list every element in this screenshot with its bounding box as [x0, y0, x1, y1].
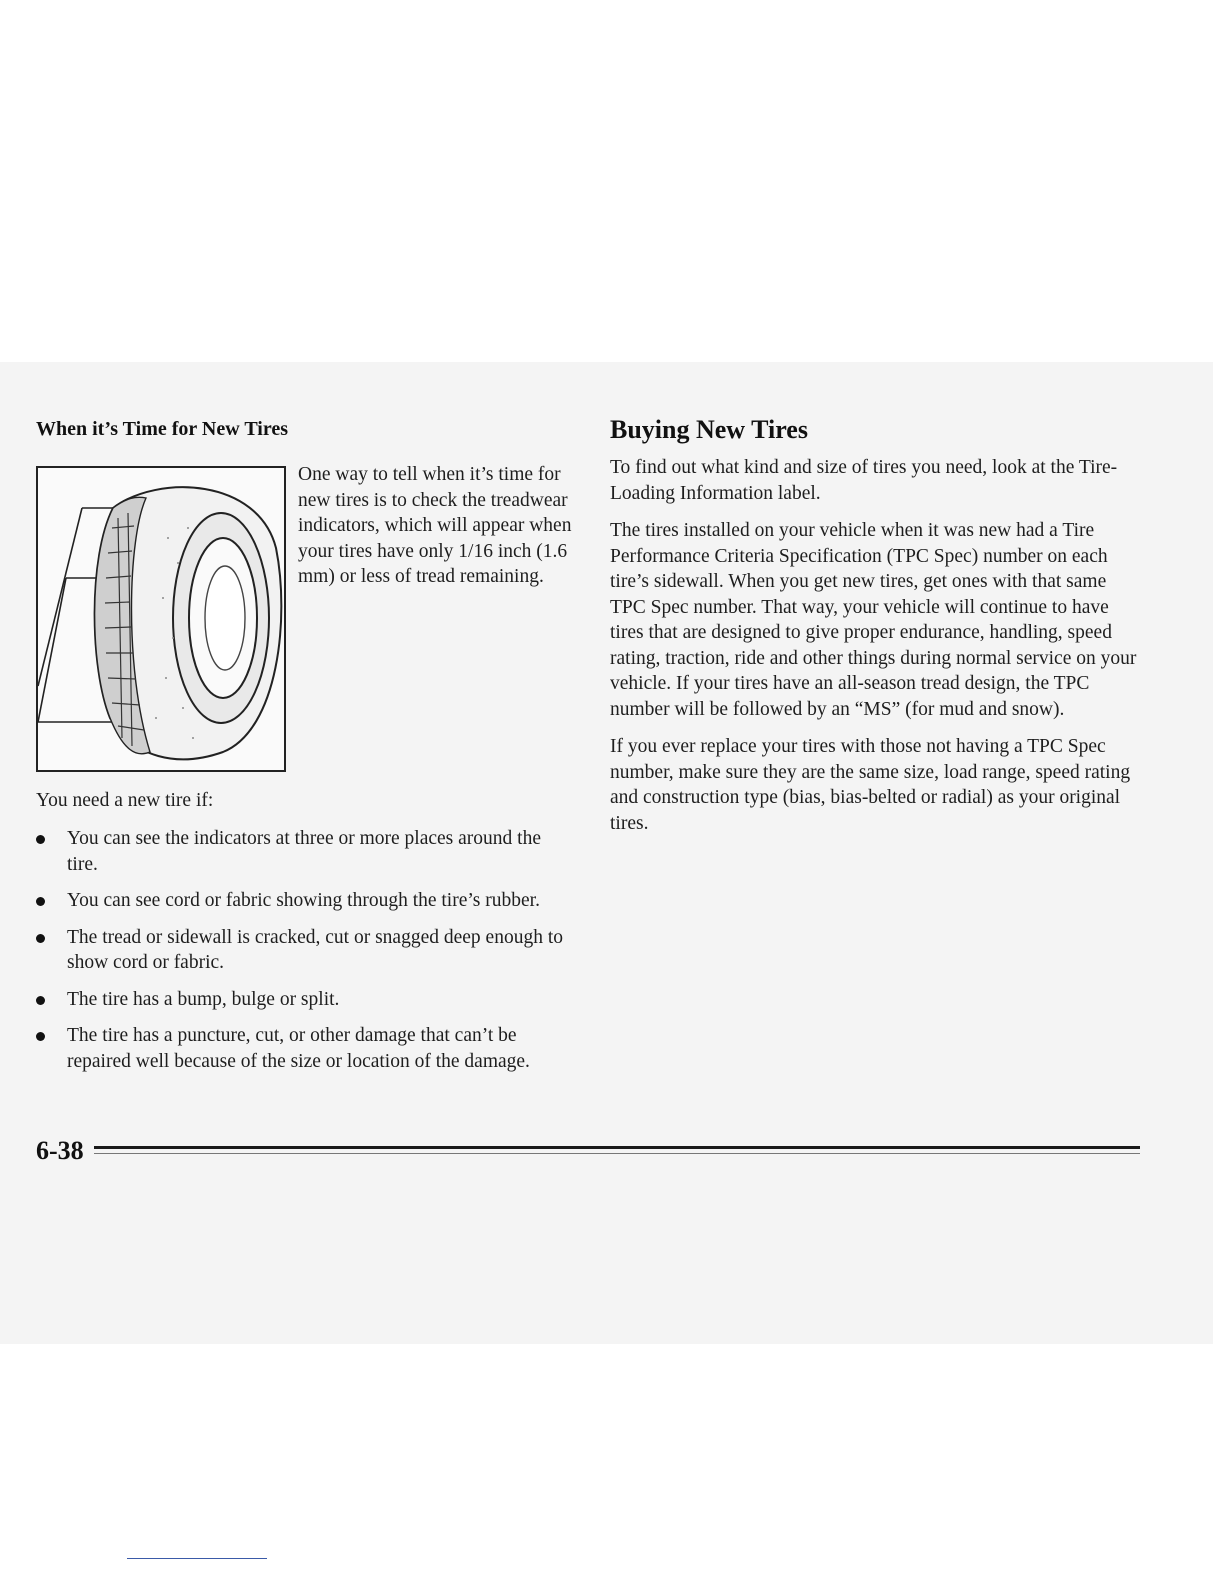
list-item-text: The tire has a bump, bulge or split.	[67, 988, 340, 1010]
list-item	[36, 888, 571, 914]
list-item-text: You can see the indicators at three or more places around the tire.	[67, 828, 541, 875]
list-item-text: The tire has a puncture, cut, or other damage that can’t be repaired well because of the size or location of the damage.	[67, 1025, 530, 1072]
tire-illustration	[36, 466, 286, 772]
bullet-icon	[36, 835, 45, 844]
footer-rule	[94, 1146, 1140, 1149]
divider	[127, 1558, 267, 1559]
bullet-icon	[36, 996, 45, 1005]
section-heading-buying-tires: Buying New Tires	[610, 415, 808, 444]
treadwear-indicator-text: One way to tell when it’s time for new tires is to check the treadwear indicators, which will appear when your tires have only 1/16 inch (1.6 mm) or less of tread remaining.	[298, 464, 572, 587]
paragraph: If you ever replace your tires with those not having a TPC Spec number, make sure they are the same size, load range, speed rating and construction type (bias, bias-belted or radial) as your original tires.	[610, 736, 1131, 834]
paragraph: To find out what kind and size of tires you need, look at the Tire-Loading Information label.	[610, 457, 1118, 504]
page-number: 6-38	[36, 1136, 84, 1165]
tire-drawing-icon	[38, 468, 284, 770]
bullet-icon	[36, 897, 45, 906]
list-item	[36, 826, 571, 877]
new-tire-lead: You need a new tire if:	[36, 790, 214, 811]
list-item	[36, 987, 571, 1013]
list-item-text: The tread or sidewall is cracked, cut or snagged deep enough to show cord or fabric.	[67, 926, 563, 973]
list-item	[36, 1023, 571, 1074]
section-heading-new-tires: When it’s Time for New Tires	[36, 418, 289, 440]
left-column	[36, 418, 572, 1072]
new-tire-conditions-list	[36, 826, 571, 1085]
bullet-icon	[36, 1032, 45, 1041]
right-column	[610, 415, 1145, 848]
list-item-text: You can see cord or fabric showing through the tire’s rubber.	[67, 890, 540, 911]
list-item	[36, 925, 571, 976]
footer-rule-thin	[94, 1153, 1140, 1154]
bullet-icon	[36, 934, 45, 943]
paragraph: The tires installed on your vehicle when it was new had a Tire Performance Criteria Specification (TPC Spec) number on each tire’s sidewall. When you get new tires, get ones with that same TPC Spec number. That way, your vehicle will continue to have tires that are designed to give proper endurance, handling, speed rating, traction, ride and other things during normal service on your vehicle. If your tires have an all-season tread design, the TPC number will be followed by an “MS” (for mud and snow).	[610, 520, 1137, 720]
page-footer	[36, 1136, 1140, 1166]
